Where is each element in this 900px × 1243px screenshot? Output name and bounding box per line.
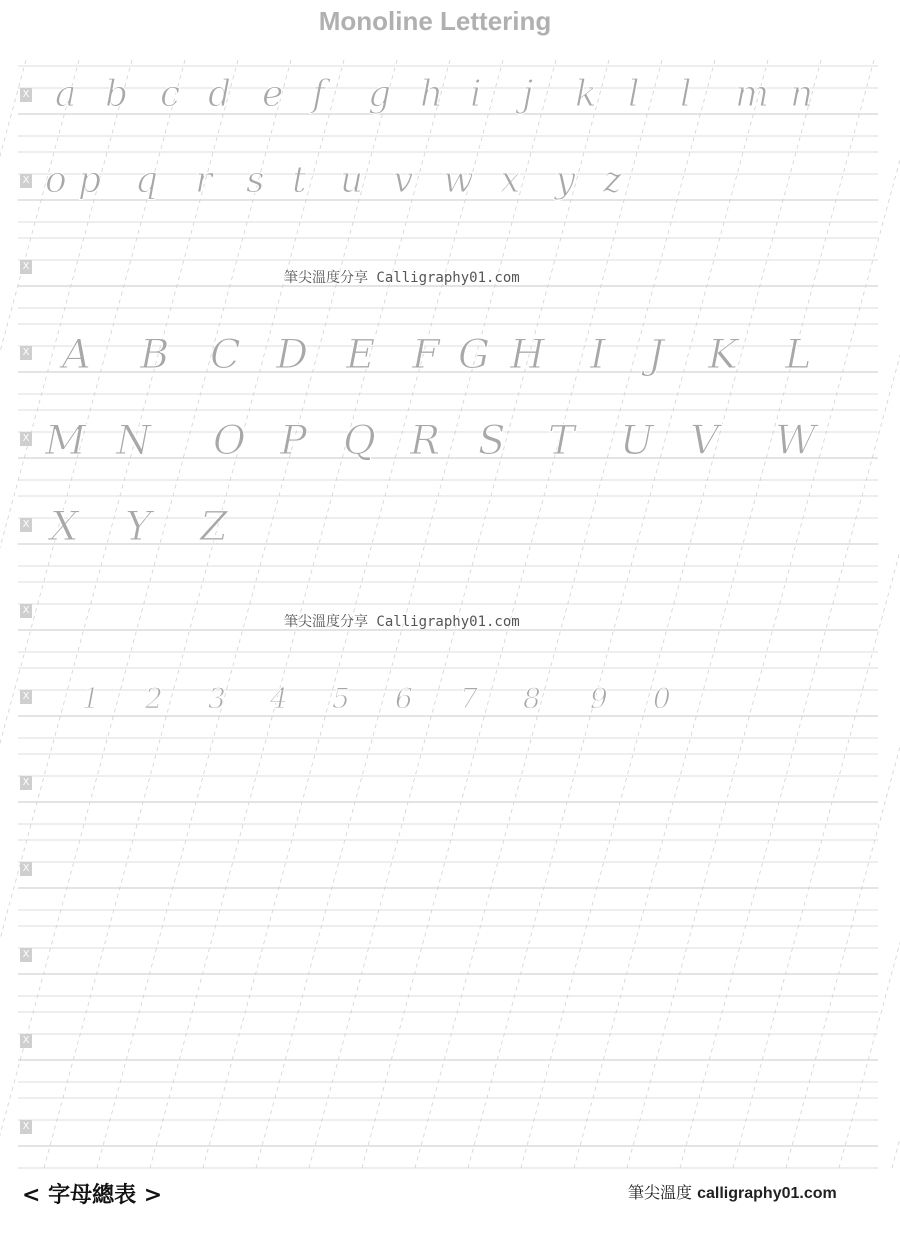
sample-glyph: 2	[145, 682, 163, 715]
row-marker: X	[20, 1120, 32, 1134]
row-marker: X	[20, 690, 32, 704]
sample-glyph: y	[555, 160, 576, 201]
lower-glyph-row	[0, 160, 900, 220]
sample-glyph: h	[420, 74, 444, 115]
sample-glyph: t	[292, 160, 307, 201]
sample-glyph: X	[50, 504, 79, 550]
guideline	[627, 60, 900, 1168]
watermark-text: 筆尖溫度分享 Calligraphy01.com	[284, 614, 520, 630]
upper-glyph-row	[0, 418, 900, 478]
guideline	[892, 60, 900, 1168]
sample-glyph: W	[775, 418, 817, 464]
watermark-text: 筆尖溫度分享 Calligraphy01.com	[284, 270, 520, 286]
sample-glyph: n	[790, 74, 814, 115]
sample-glyph: l	[628, 74, 640, 115]
sample-glyph: m	[735, 74, 770, 115]
sample-glyph: b	[105, 74, 129, 115]
sample-glyph: I	[590, 332, 606, 378]
row-marker: X	[20, 604, 32, 618]
sample-glyph: P	[280, 418, 307, 464]
sample-glyph: z	[603, 160, 622, 201]
sample-glyph: J	[648, 332, 665, 378]
sample-glyph: K	[708, 332, 738, 378]
sample-glyph: Y	[125, 504, 152, 550]
sample-glyph: C	[210, 332, 241, 378]
guideline	[574, 60, 874, 1168]
sample-glyph: g	[368, 74, 392, 115]
row-marker: X	[20, 948, 32, 962]
footer-site-link[interactable]: calligraphy01.com	[697, 1185, 837, 1202]
row-marker: X	[20, 862, 32, 876]
sample-glyph: q	[135, 160, 159, 201]
sample-glyph: v	[393, 160, 414, 201]
sample-glyph: E	[346, 332, 376, 378]
sample-glyph: c	[160, 74, 181, 115]
sample-glyph: D	[276, 332, 309, 378]
sample-glyph: 8	[523, 682, 541, 715]
sample-glyph: 1	[82, 682, 100, 715]
sample-glyph: Q	[343, 418, 376, 464]
sample-glyph: 5	[332, 682, 350, 715]
sample-glyph: F	[412, 332, 440, 378]
row-marker: X	[20, 346, 32, 360]
guideline	[733, 60, 900, 1168]
guideline	[0, 60, 79, 1168]
sample-glyph: L	[785, 332, 812, 378]
footer-brand-name: 筆尖溫度	[628, 1183, 693, 1202]
sample-glyph: T	[548, 418, 575, 464]
sample-glyph: H	[510, 332, 545, 378]
footer-brand	[628, 1180, 837, 1203]
sample-glyph: 6	[395, 682, 413, 715]
sample-glyph: 9	[590, 682, 608, 715]
sample-glyph: N	[116, 418, 151, 464]
sample-glyph: B	[140, 332, 170, 378]
row-marker: X	[20, 776, 32, 790]
guideline	[839, 60, 900, 1168]
sample-glyph: d	[208, 74, 232, 115]
sample-glyph: a	[55, 74, 77, 115]
sample-glyph: s	[246, 160, 265, 201]
upper-glyph-row	[0, 504, 900, 564]
row-marker: X	[20, 174, 32, 188]
row-marker: X	[20, 260, 32, 274]
sample-glyph: o	[45, 160, 67, 201]
row-marker: X	[20, 432, 32, 446]
sample-glyph: u	[340, 160, 364, 201]
sample-glyph: f	[312, 74, 326, 115]
footer-section-label: < 字母總表 >	[22, 1182, 163, 1208]
lower-glyph-row	[0, 74, 900, 134]
upper-glyph-row	[0, 332, 900, 392]
sample-glyph: G	[458, 332, 490, 378]
guideline	[521, 60, 821, 1168]
guideline	[0, 60, 291, 1168]
guideline	[786, 60, 900, 1168]
sample-glyph: l	[680, 74, 692, 115]
sample-glyph: R	[410, 418, 441, 464]
page-title: Monoline Lettering	[318, 6, 552, 36]
sample-glyph: O	[213, 418, 246, 464]
guideline	[0, 60, 238, 1168]
sample-glyph: 7	[460, 682, 478, 715]
guideline	[680, 60, 900, 1168]
row-marker: X	[20, 518, 32, 532]
sample-glyph: M	[45, 418, 86, 464]
sample-glyph: 3	[208, 682, 226, 715]
sample-glyph: e	[262, 74, 284, 115]
sample-glyph: Z	[200, 504, 228, 550]
sample-glyph: V	[690, 418, 719, 464]
sample-glyph: i	[470, 74, 482, 115]
sample-glyph: x	[500, 160, 521, 201]
sample-glyph: r	[195, 160, 213, 201]
sample-glyph: U	[620, 418, 654, 464]
sample-glyph: w	[443, 160, 474, 201]
sample-glyph: p	[78, 160, 102, 201]
row-marker: X	[20, 1034, 32, 1048]
sample-glyph: S	[478, 418, 506, 464]
sample-glyph: k	[575, 74, 597, 115]
sample-glyph: A	[62, 332, 91, 378]
row-marker: X	[20, 88, 32, 102]
sample-glyph: 4	[270, 682, 288, 715]
sample-glyph: 0	[653, 682, 671, 715]
sample-glyph: j	[522, 74, 534, 115]
numbers-glyph-row	[0, 682, 900, 742]
